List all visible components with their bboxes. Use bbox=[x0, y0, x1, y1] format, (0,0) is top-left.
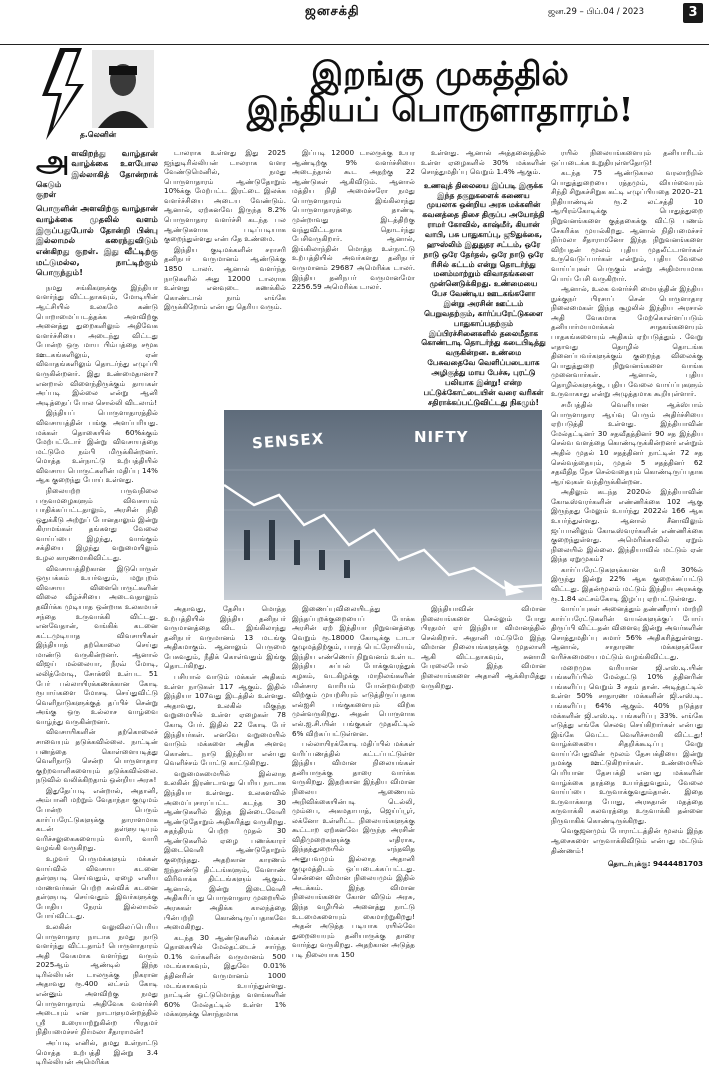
headline bbox=[180, 56, 700, 127]
paragraph: அப்படி எனில், தமது உள்நாட்டு மொத்த உற்பத்தி இன்று 3.4 டிரில்லியன் அமெரிக்க bbox=[36, 1037, 158, 1067]
headline-line-1: இறங்கு முகத்தில் bbox=[311, 54, 569, 93]
paragraph: இந்திய குடிமக்களின் சராசரி தனிநபர் வருமானம் ஆண்டுக்கு 1850 டாலர். ஆனால் வளர்ந்த நாடுகளில் அது 12000 டாலராக உள்ளது எனவுடை கணக்கில் கொண்டால் நாம் எங்கே இருக்கிறோம் என்பது தெரிய வரும். bbox=[164, 244, 286, 312]
article-column-5 bbox=[551, 148, 703, 1048]
paragraph: கடந்த 30 ஆண்டுகளில் மக்கள் தொகையில் மேல்தட்டைச் சார்ந்த 0.1% வர்களின் வருமானம் 500 மடங்காகவும், இதுவே 0.01% த்தினரின் வருமானம் 1000 மடங்காகவும் உயர்ந்துள்ளது. நாட்டின் ஒட்டுமொத்த வளங்களின் 60% மேல்தட்டில் உள்ள 1% மக்களுக்கு சொந்தமாக bbox=[164, 932, 286, 1019]
article-column-4-lower bbox=[421, 604, 546, 1044]
article-column-1 bbox=[36, 144, 158, 1067]
stock-market-photo bbox=[224, 410, 542, 600]
paragraph: பல்லாயிரக்கோடி மதிப்பில் மக்கள் வரிப்பணத்தில் கட்டப்பட்டுள்ள இந்திய விமான நிலையங்கள் தனியாருக்கு தாரை வார்க்க வருகிறது. இதற்கான இந்திய விமான நிலைய ஆணையம் அறிவிக்கையின்படி டெல்லி, மும்பை, அகமதாபாத், ஜெய்ப்பூர், லக்னோ உள்ளிட்ட நிலையங்களுக்கு கூட்டாற ஏற்கனவே இருந்த அரசின் விதிமுறைகளுக்கு எதிராக, இந்தத்துறையில் எந்தவித அனுபவமும் இல்லாத அதானி குழுமத்திடம் ஒப்படைக்கப்பட்டது. சென்னை விமான நிலையமும் இதில் அடக்கம். இந்த விமான நிலையங்களை கோள விடும் அரசு, இந்த வழியில் அனைத்து நாட்டு உடமைகளையும் கைமாற்றுகிறது! அதன் அடுத்த படியாக ரயில்வே துறையையும் தனியாருக்கு தாரை வார்த்து வருகிறது. அதற்கான அடுத்த படி நிலையாக 150 bbox=[292, 739, 415, 959]
paragraph: இந்தியப் பொருளாதாரத்தில் விவசாயத்தின் பங்கு அளப்பரியது. மக்கள் தொகையில் 60%க்கும் மேற்பட்டோர் இன்று விவசாயத்தை மட்டுமே நம்பி மிருக்கின்றனர். மொத்த உள்நாட்டு உற்பத்தியில் விவசாய பொருட்களின் மதிப்பு 14% ஆக குறைந்து போய் உள்ளது. bbox=[36, 408, 158, 485]
paragraph: இப்படி 12000 டாலருக்கு உயர ஆண்டிற்கு 9% வளர்ச்சியை அடைந்தால் கூட அதற்கு 22 ஆண்டுகள் ஆகிவிடும். ஆனால் மத்திய நிதி அமைச்சரோ நமது பொருளாதாரம் இங்கிலாந்து பொருளாதாரத்தை தாண்டி முன்றாவது இடத்திற்கு வந்துவிட்டதாக தொடர்ந்து பேசிவருகிறார். ஆனால், இங்கிலாந்தின் மொத்த உள்நாட்டு உற்பத்தியில் அவர்களது தனிநபர் வருமானம் 29687 அமெரிக்க டாலர். இந்திய தனிநபர் வருமானமோ 2256.59 அமெரிக்க டாலர். bbox=[292, 148, 415, 292]
paragraph: ரயில் நிலையங்களையும் தனியாரிடம் ஒப்படைக்க உறுதியுள்ளதோடு! bbox=[551, 148, 703, 167]
paragraph: இணைப்புவிலையிடத்து இந்தப்புறக்குறையைப் போக்க அரசின் ஏற் இந்தியா நிறுவனத்தை வெறும் ரூ.18000 கோடிக்கு டாடா குழுமத்திற்கும், பாரத் பெட்ரோலியம், இந்திய எண்ணெய் நிறுவனம் உள்பட இந்திய சுப்பல் போக்குவரத்துக் கழகம், வடகிழக்கு மாநிலங்களின் மின்சார வாரியம் போன்றவற்றை விற்கும் முயற்சியும் எடுத்திருப்பதாக எல்ஐசி பங்குகளையும் விற்க முன்வருகிறது. அதன் பொருளாக எல்.ஐ.சி.யின் பங்குகள் முதலீட்டில் 6% விற்கப்பட்டுள்ளன. bbox=[292, 604, 415, 738]
paragraph: மறைமுக வரியான ஜி.எஸ்.டி.யின் பங்களிப்பில் மேல்தட்டு 10% த்தினரின் பங்களிப்பு வெறும் 3 சதம் தான். அடித்தட்டில் உள்ள 50% சாதாரண மக்களின் ஜி.எஸ்.டி. பங்களிப்பு 64% ஆகும். 40% நடுத்தர மக்களின் ஜி.எஸ்.டி. பங்களிப்பு 33%. எங்கே எடுத்து எங்கே செலவு செய்கிறார்கள் என்பது இங்கே வெட்ட வெளிச்சமாகி விட்டது! வாழ்க்கையை சிதறிக்கூடிப்பு வேறு வாய்ப்பேதுவின் மூலம் தேசபக்தியை இன்று நமக்கு ஊட்டுகிறார்கள். உண்மையில் பெரியான தேசபக்தி எனபது மக்களின் வாழ்க்கை தரத்தை உயர்த்துவதும், வேலை வாய்ப்பை உருவாக்குவதும்தான். இதை உருவாக்காத போது, அரசுதான் மதத்தை கருவாக்கி கலவரத்தை உருவாக்கி தன்னை நிருவாகிக் கொண்டிருக்கிறது. bbox=[551, 662, 703, 825]
couplet-source: குறள் bbox=[36, 189, 57, 199]
paragraph: விவசாயத்திற்கான இடுபொருள் ஒருபக்கம் உயர்வதும், மறுபுறம் விவசாய விளைபொருட்களின் விலை வீழ்ச்சியை அடைவதாலும் தவிர்க்க முடியாத ஒன்றாக உலகமயச் சந்தை உருவாக்கி விட்டது. எனவேதான், வங்கிக் கடனை கட்டமுடியாத விவசாயிகள் இந்தியாத் தற்கொலை செய்து மாண்டு வருகின்றனர். ஆனால் விஜய் மல்லையா, நீரவ் மோடி, லலித்மோடி, சோக்ஸி உள்பட 51 பேர் பல்லாயிரக்கணக்கான கோடி ரூபாய்களை மோசடி செய்துவிட்டு வெளிநாடுகளுக்குத் தப்பிச் சென்று அங்கு ஒரு உல்லாச வாழ்வை வாழ்ந்து வருகின்றனர். bbox=[36, 563, 158, 726]
masthead bbox=[0, 0, 709, 45]
paragraph: அதிலும் கடந்த 2020ல் இந்தியாவின் கோடீஸ்வரர்களின் எண்ணிக்கை 102 ஆகு இருந்தது மேலும் உயர்ந்து 2022ல் 166 ஆக உயர்ந்துள்ளது. ஆனால் சீனாவிலும் ஜப்பானிலும் கோடீஸ்வரர்களின் எண்ணிக்கை குறைந்துள்ளது. அமெரிக்காவில் ஏறும் நிலையில் இல்லை. இந்தியாவில் மட்டும் ஏன் இந்த ஏறுமுகம்? bbox=[551, 487, 703, 564]
article-column-3 bbox=[292, 148, 415, 428]
author-photo bbox=[92, 50, 154, 128]
page-number: 3 bbox=[683, 3, 703, 23]
couplet-explanation: பொருளின் அளவிற்கு வாழ்தான் வாழ்க்கை முதலில் வளம் இருப்பதுபோல் தோன்றி பின்பு இல்லாமல் கரைந்துவிடும் என்கிறது குறள். இது வீட்டிற்கு மட்டுமல்ல, நாட்டிற்கும் பொருந்தும்! bbox=[36, 203, 158, 278]
sensex-label: SENSEX bbox=[251, 429, 325, 453]
paragraph: கடந்த 75 ஆண்டுகால வரலாற்றில் பொதுத்துறையை ரத்தமும், வியர்வையும் சிந்தி சிறுகச்சிறுக கட்டி எழுப்பியதை 2020–21 நிதியாண்டில் ரூ.2 லட்சத்தி 10 ஆயிரம்கோடிக்கு பொதுத்துறை நிறுவனங்களை குத்தகைக்கு விட்டு பணம் சேகரிக்க முயல்கிறது. ஆனால் நிதிபமைச்சர் நிர்மலா சீதாராமனோ இந்த நிறுவனங்களை விற்பதன் மூலம் புதிய முதலீட்டாளர்கள் உருவெடுப்பார்கள் என்றும், புதிய வேலை வாய்ப்புகள் பெருகும் என்று அதிமாயமாக பொய் பேசி வருகிறார். bbox=[551, 168, 703, 283]
paragraph: அதாவது, தேசிய மொத்த உற்பத்தியில் இந்திய தனிநபர் வருமானத்தை விட இங்கிலாந்து தனிநபர் வருமானம் 13 மடங்கு அதிகமாகும். ஆனாலும் பெருமை பேசுவதும், நீதிக் கொள்வதும் இங்கு தொடர்கிறது. bbox=[164, 604, 286, 671]
paragraph: கார்ப்பரேட்டுகளுக்கான வரி 30%ல் இருந்து இன்று 22% ஆக குறைக்கப்பட்டு விட்டது. இதன்மூலம் மட்டும் இந்திய அரசுக்கு ரூ.1.84 லட்சம்கோடி இழப்பு ஏற்பட்டுள்ளது. bbox=[551, 564, 703, 603]
paragraph: இந்தியாவின் விமான நிலையங்களை செல்லும் போது பிரதமர் ஏர் இந்தியா விமானத்தில் செல்கிறார். அதானி மட்டுமே இந்த விமான நிலையங்களுக்கு முதலாளி ஆகி விட்டதாகவும், சுனாமி பேரலைபோல் இந்த விமான நிலையங்களை அதானி ஆக்கிரமித்து வருகிறது. bbox=[421, 604, 546, 690]
highlight-quote: உணவுத் திலையை இப்படி இருக்க இந்த தகுறுகளைக் கணைய முயலாக ஒன்றிய அரசு மக்களின் கவனத்தை திசை திருப்ப அயோத்தி ராமர் கோவில், காஷ்மீர், கியான் வாபி, பசு பாதுகாப்பு, ஜூதுக்கை, ஹுஸ்லிம் இதுதுதர சட்டம், ஒரே நாடு ஒரே தேர்தல், ஒரே நாடு ஒரே ரிசில் கட்டம் என்று தொடர்ந்து மனம்மாற்றும் விவாதங்களை முன்னெடுக்கிறது. உண்மையை பேச வேண்டிய ஊடகங்களோ இன்று அரசின் ஊட்டம் பெறுவதற்கும், கார்ப்பரேட்டுகளை பாதுகாப்பதற்கும் இப்பிரச்சினைகளில் தலைமீதாக கொண்டாடி தொடர்ந்து கடைபிடித்து வருகின்றன. உண்மை பேசுவதைவே வெளிப்படையாக அழிகுத்து மாய பேச்சு, புரட்டு பலியாக இன்று! என்ற பட்டுக்கோட்டையின் வரை வரிகள் சதிராக்கப்பட்டுவிட்டது நிகழும்! bbox=[421, 180, 546, 407]
article-column-3-lower bbox=[292, 604, 415, 1044]
paragraph: உள்ளது. ஆனால் அத்தனைத்தில் உள்ள ஏழைகளில் 30% மக்களின் சொத்துமதிப்பு வெறும் 1.4% ஆகும். bbox=[421, 148, 546, 177]
paragraph: வெகுஜனமும் போராட்டத்தின் மூலம் இந்த ஆசைகளை எருவாக்கிவிடும் என்பது மட்டும் திண்ணம்! bbox=[551, 826, 703, 855]
article-column-4 bbox=[421, 148, 546, 428]
paragraph: உலகின் வலுவிலப்பெரிய பொருளாதார நாடாக நமது நாடு வளர்ந்து விட்டதாம்! பொருளாதாரம் அதி வேகமாக வளர்ந்து வரும் 2025ஆம் ஆண்டில் இந்த டிரில்லியன் டாலருக்கு நிகரான அதாவது ரூ.400 லட்சம் கோடி என்னும் அளவிற்கு நமது பொருளாதாரம் அதிவேக வளர்ச்சி அடையும் என நாடாளுமன்றத்தில் ஸ்ரீ உரையாற்றுகின்ற பிரதமர் நிதியமைச்சர் நிர்மலா சீதாராமன்! bbox=[36, 922, 158, 1037]
paragraph: சமீபத்தில் வெளியான ஆக்ஸ்பாம் பொருளாதார ஆய்வு பெரும் அதிர்ச்சியை ஏற்படுத்தி உள்ளது. இந்தியாவின் மேல்தட்டினர் 30 சதவீதத்தினர் 90 சத இந்திய செல்வ வளத்தை கொண்டிருக்கின்றனர் என்றும் அதில் முதல் 10 சதத்தினர் நாட்டின் 72 சத செல்வத்தையும், முதல் 5 சதத்தினர் 62 சதவீதித நேச செல்வதையும் கொண்டிருப்பதாக ஆய்வுகள் வந்திருக்கின்றன. bbox=[551, 400, 703, 486]
article-column-2 bbox=[164, 148, 286, 428]
newspaper-name: ஜனசக்தி bbox=[305, 4, 360, 19]
paragraph: ஆனால், உலக வளர்ச்சி மையத்தின் இந்திய நுக்குநர் பிரசாப் சென் பொருளாதார நிலைமைகள் இந்த சூழலில் இந்திய அரசால் அதி வேகமாக மேற்கொள்ளப்படும் தனியார்மயமாக்கல் சாதகங்களையும் பாதகங்களையும் அதிகம் ஏற்படுத்தும் . வேறு எதாவது தொழில் தொடங்க தினைப்பவர்களுக்கும் குறைந்த விலைக்கு பொதுத்துறை நிறுவனங்களை வாங்க முனைவார்கள். ஆனால், புதிய தொழில்களுக்கு, புதிய வேலை வாய்ப்புகளும் உருவாகாது என்று அழுத்தமாக கூறியுள்ளார். bbox=[551, 284, 703, 399]
paragraph: இதுதேப்படி என்றால், அதானி, அம்பானி மற்றும் வேதாந்தா குழுமம் போன்ற பெரும் கார்ப்பரேட்டுகளுக்கு தாராளமாக கடன் தள்ளுபடியும் வரிச்சலுகைகளையும் வாரி, வாரி வழங்கி வருகிறது. bbox=[36, 785, 158, 853]
nifty-label: NIFTY bbox=[414, 428, 469, 446]
paragraph: நமது சங்கிகளுக்கு இந்தியா வளர்ந்து விட்டதாகவும், மோடியின் ஆட்சியில் உலகமே கண்டு பொறாமைப்படத்தக்க அளவிற்கு அனைத்து துறைகளிலும் அதிவேக வளர்ச்சியை அடைந்து விட்டது போன்ற ஒரு மாய பிம்பத்தை சமூக ஊடகங்களிலும், ஏன் விவாதங்களிலும் தொடர்ந்து எழுப்பி வருகின்றனர். இது உண்மைதானா? எனறால் விளைந்திருக்கும் தாயகள் அப்படி இல்லை என்று ஆனி அடித்தைப் போல சொல்லி விடலாம்! bbox=[36, 282, 158, 407]
contact-line: தொடர்புக்கு: 9444481703 bbox=[607, 859, 703, 869]
intro-couplet bbox=[36, 144, 158, 199]
author-name: த.லெனின் bbox=[80, 130, 117, 139]
paragraph: நிலையற்ற பருவநிலை பருவமழைகளும் விவசாயம் பாதிக்கப்பட்டதாலும், அரசின் நிதி ஒதுக்கீடு அற்றுப் போனதாலும் இன்று கிராமங்கள் தங்களது வேலை வாய்ப்பை இழந்து, வாங்கும் சக்தியை இழந்து வறுமையிலும் உழல காரணமாகிவிட்டது. bbox=[36, 485, 158, 563]
paragraph: பசியால் வாடும் மக்கள் அதிகம் உள்ள நாடுகள் 117 ஆகும். இதில் இந்தியா 107வது இடத்தில் உள்ளது. அதாவது, உலகில் மிகுந்த வறுமையில் உள்ள ஏழைகள் 78 கோடி பேர். இதில் 22 கோடி பேர் இந்தியர்கள். எனவே வறுமையில் வாடும் மக்களை அதிக அளவு கொண்ட நாடு இந்தியா என்பது வெளிச்சம் போட்டு காட்டுகிறது. bbox=[164, 672, 286, 768]
issue-date: ஜன.29 – பிப்.04 / 2023 bbox=[548, 7, 644, 17]
article-column-2-lower bbox=[164, 604, 286, 1044]
paragraph: விவசாயிகளின் தற்கொலைச் சாவையும் தடுக்கவில்லை. நாட்டின் பணத்தை கொள்ளையடித்து வெளிநாடு சென்ற பொருளாதார குற்றவாளிகளையும் தடுக்கவில்லை. நடுவில் வலிக்கிறதாம் ஒன்றிய அரசு! bbox=[36, 727, 158, 785]
lightning-bolt-icon bbox=[38, 48, 98, 140]
paragraph: டாலராக உள்ளது இது 2025 ஜந்துடிரில்லியன் டாலராக வளர வேண்டுமெனில், நமது பொருளாதாரம் ஆண்டுதோறும் 10%க்கு மேற்பட்ட இரட்டை இலக்க வளர்ச்சியை அடைய வேண்டும். ஆனால், ஏற்கனவே இருந்த 8.2% பொருளாதார வளர்ச்சி கடந்த பல ஆண்டுகளாக படிப்படியாக குறைந்துள்ளது என்பதே உண்மை. bbox=[164, 148, 286, 244]
paragraph: வறுமைசுமையில் இல்லாத உலகின் இரண்டாவது பெரிய நாடாக இந்தியா உள்ளது. உலகளவில் அமைப்புசாரப்பட்ட கடந்த 30 ஆண்டுகளில் இந்த இன்டைவேளி ஆண்டுதோறும் அதிகரித்து வருகிறது. சுதந்திரம் பெற்ற முதல் 30 ஆண்டுகளில் ஏழை பணக்காரர் இடைவெளி ஆண்டுதோறும் குறைந்தது. அதற்கான காரணம் ஐந்தாண்டு திட்டங்களும், வேளாண் விரிவாக்க திட்டங்களும் ஆகும். ஆனால், இன்று இடைவெளி அதிகரிப்பது பொருளாதார முறையில் அரசுகள் அதிக்க காலந்த்தை பின்பற்றி கொண்டிருப்பதாகவே அமைகிறது. bbox=[164, 768, 286, 932]
headline-line-2: இந்தியப் பொருளாதாரம்! bbox=[246, 89, 634, 129]
paragraph: வாய்ப்புகள் அனைத்தும் தண்ணீராய் மாற்றி கார்ப்பரேட்டுகளின் வயல்களுக்குப் போய் திருப்பி விட்டதன் விளைவு இன்று அவர்களின் சொத்துமதிப்பு சுமார் 56% அதிகரித்துள்ளது. ஆனால், சாதாரண மக்களுக்கோ வரிச்சுமையை மட்டும் வழங்கிவிட்டது. bbox=[551, 604, 703, 662]
couplet-text: ளவிறந்து வாழ்தான் வாழ்க்கை உளபோல இல்லாகித் தோன்றாக் கெடும் bbox=[36, 148, 158, 189]
drop-cap: அ bbox=[36, 144, 70, 179]
paragraph: உழவர் பெருமக்களும் மக்கள் வாய்வில் விவசாய கடனை தள்ளுபடி செய்வதும், ஏழை எளிய மாணவர்கள் பெற்ற கல்விக் கடனை தள்ளுபடி செய்வதும் இவர்களுக்கு போதிய நேரம் இல்லாமல் போய்விட்டது. bbox=[36, 853, 158, 921]
